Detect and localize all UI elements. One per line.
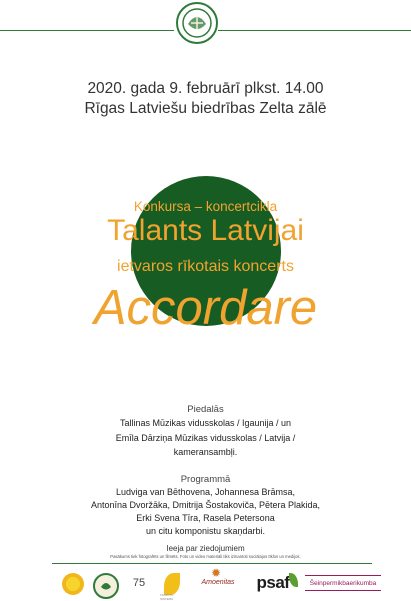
leaf-logo-icon <box>164 573 180 595</box>
amoenitas-logo: Amoenitas <box>201 578 235 586</box>
participants-heading: Piedalās <box>187 404 224 415</box>
program-line: Antonīna Dvoržāka, Dmitrija Šostakoviča, Pētera Plakida, <box>90 500 321 510</box>
title-line-competition: Konkursa – koncertcikla <box>133 199 278 214</box>
bottom-rule <box>52 563 372 564</box>
anniversary-number: 75 <box>132 576 146 589</box>
event-place: Rīgas Latviešu biedrības Zelta zālē <box>84 100 327 117</box>
event-date: 2020. gada 9. februārī plkst. 14.00 <box>87 80 324 97</box>
crest-logo <box>176 2 218 44</box>
anniversary-logo <box>125 571 153 595</box>
program-line: Erki Svena Tīra, Rasela Petersona <box>136 513 275 523</box>
participant-line: kameransambļi. <box>173 447 238 457</box>
seal-logo-icon <box>93 573 119 599</box>
media-notice: Pasākums tiek fotografēts un filmēts. Foto un video materiāli tiks izmantoti sociālajos tīklos un medijos. <box>110 554 301 559</box>
psaf-logo: psaf <box>256 573 290 592</box>
entry-note: Ieeja par ziedojumiem <box>166 544 245 553</box>
program-line: Ludviga van Bēthovena, Johannesa Brāmsa, <box>115 487 296 497</box>
sun-logo-icon <box>62 573 84 595</box>
concert-title: Accordare <box>93 281 318 335</box>
top-rule-right <box>218 30 411 31</box>
title-line-talent: Talants Latvijai <box>107 214 304 247</box>
leaf-logo-caption: TALANTU SISTEMA <box>160 593 174 601</box>
program-heading: Programmā <box>180 474 231 485</box>
top-rule-left <box>0 30 174 31</box>
gear-logo-icon: ✹ <box>210 566 222 580</box>
ear-logo: Šeinpermikbaerikumba <box>305 575 381 591</box>
participant-line: Emīla Dārziņa Mūzikas vidusskolas / Latvija / <box>115 433 296 443</box>
sponsor-logos <box>0 565 411 600</box>
title-line-concert: ietvaros rīkotais koncerts <box>117 258 294 275</box>
program-line: un citu komponistu skaņdarbi. <box>145 526 266 536</box>
participant-line: Tallinas Mūzikas vidusskolas / Igaunija / un <box>119 418 292 428</box>
